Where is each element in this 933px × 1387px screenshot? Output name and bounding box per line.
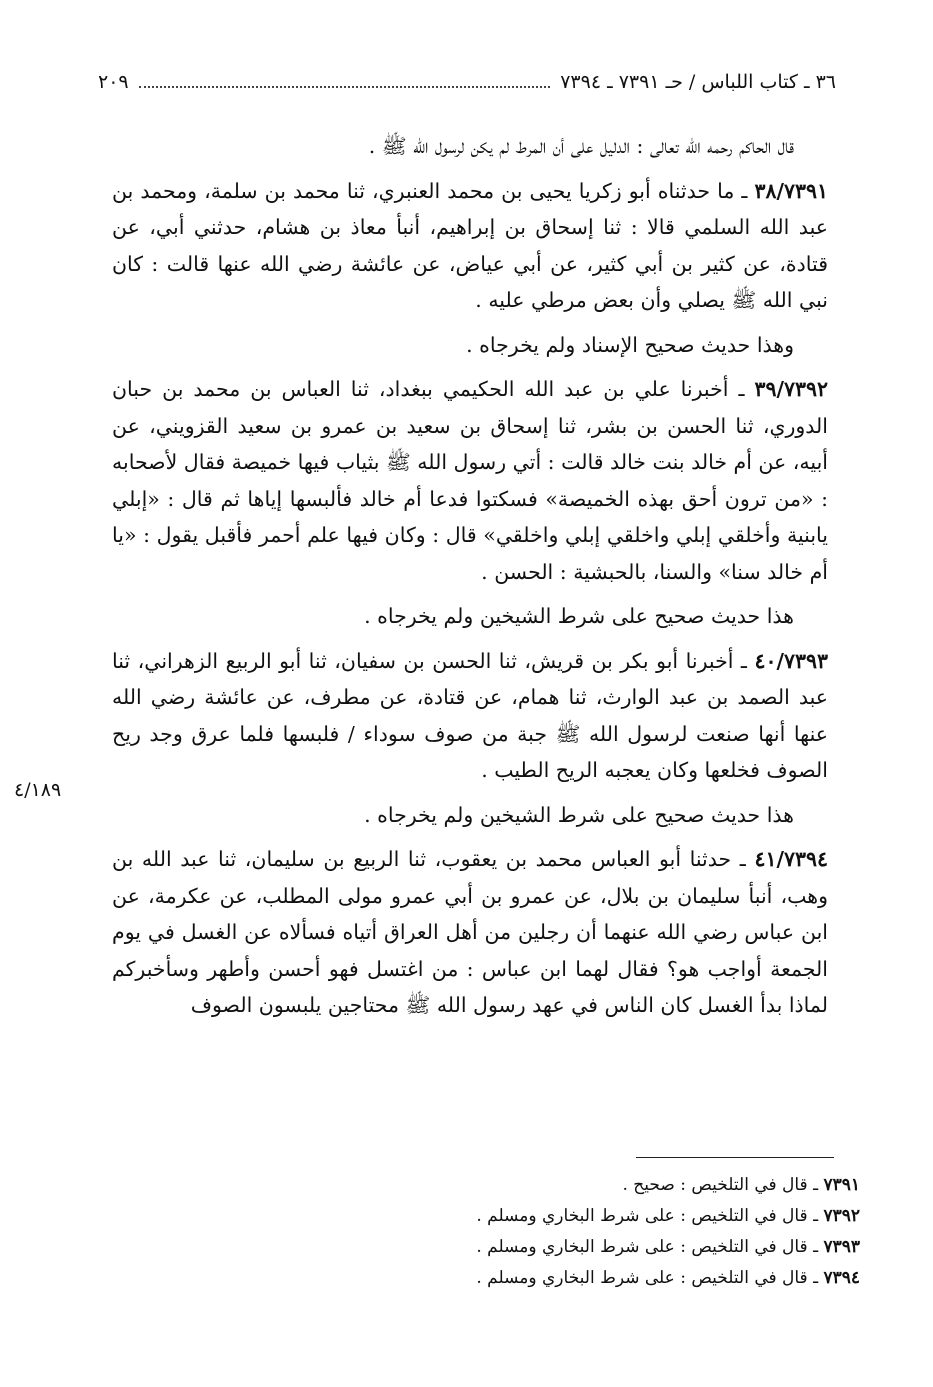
hadith-number: ٣٩/٧٣٩٢ <box>754 377 828 401</box>
margin-page-reference: ٤/١٨٩ <box>14 779 62 801</box>
grading-note <box>112 797 828 834</box>
dotted-leader <box>139 72 551 88</box>
hadith-7391 <box>112 173 828 319</box>
footnote <box>300 1170 860 1201</box>
hadith-text: ـ حدثنا أبو العباس محمد بن يعقوب، ثنا الربيع بن سليمان، ثنا عبد الله بن وهب، أنبأ سليمان بن بلال، عن عمرو بن أبي عمرو مولى المطلب، عن عكرمة، عن ابن عباس رضي الله عنهما أن رجلين من أهل العراق أتياه فسألاه عن الغسل في يوم الجمعة أواجب هو؟ فقال لهما ابن عباس : من اغتسل فهو أحسن وأطهر وسأخبركم لماذا بدأ الغسل كان الناس في عهد رسول الله ﷺ محتاجين يلبسون الصوف <box>112 847 828 1017</box>
paragraph-text: وهذا حديث صحيح الإسناد ولم يخرجاه . <box>466 332 794 357</box>
footnote <box>300 1263 860 1294</box>
page-header <box>98 68 836 96</box>
grading-note <box>112 327 828 364</box>
paragraph-intro <box>112 128 828 165</box>
hadith-text: ـ أخبرنا علي بن عبد الله الحكيمي ببغداد، ثنا العباس بن محمد بن حبان الدوري، ثنا الحسن بن بشر، ثنا إسحاق بن سعيد بن عمرو بن سعيد القزويني، عن أبيه، عن أم خالد بنت خالد قالت : أتي رسول الله ﷺ بثياب فيها خميصة فقال لأصحابه : «من ترون أحق بهذه الخميصة» فسكتوا فدعا أم خالد فألبسها إياها ثم قال : «إبلي يابنية وأخلقي إبلي واخلقي إبلي واخلقي» قال : وكان فيها علم أحمر فأقبل يقول : «يا أم خالد سنا» والسنا، بالحبشية : الحسن . <box>112 377 828 584</box>
footnote <box>300 1232 860 1263</box>
paragraph-text: هذا حديث صحيح على شرط الشيخين ولم يخرجاه . <box>364 802 794 827</box>
hadith-7394 <box>112 841 828 1024</box>
main-text <box>112 128 828 1032</box>
footnote-text: ـ قال في التلخيص : على شرط البخاري ومسلم . <box>476 1268 824 1288</box>
footnote-number: ٧٣٩١ <box>823 1175 860 1195</box>
hadith-number: ٣٨/٧٣٩١ <box>754 178 828 203</box>
paragraph-text: قال الحاكم رحمه الله تعالى : الدليل على أن المرط لم يكن لرسول الله ﷺ . <box>368 134 794 158</box>
footnote-text: ـ قال في التلخيص : على شرط البخاري ومسلم . <box>476 1237 824 1257</box>
hadith-number: ٤٠/٧٣٩٣ <box>754 648 828 673</box>
hadith-7392 <box>112 371 828 590</box>
grading-note <box>112 598 828 635</box>
hadith-7393 <box>112 643 828 789</box>
footnotes <box>300 1170 860 1294</box>
running-title: ٣٦ ـ كتاب اللباس / حـ ٧٣٩١ ـ ٧٣٩٤ <box>560 71 836 93</box>
hadith-text: ـ ما حدثناه أبو زكريا يحيى بن محمد العنبري، ثنا محمد بن سلمة، ومحمد بن عبد الله السلمي قالا : ثنا إسحاق بن إبراهيم، أنبأ معاذ بن هشام، حدثني أبي، عن قتادة، عن كثير بن أبي كثير، عن أبي عياض، عن عائشة رضي الله عنها قالت : كان نبي الله ﷺ يصلي وأن بعض مرطي عليه . <box>112 178 828 312</box>
footnote <box>300 1201 860 1232</box>
hadith-text: ـ أخبرنا أبو بكر بن قريش، ثنا الحسن بن سفيان، ثنا أبو الربيع الزهراني، ثنا عبد الصمد بن عبد الوارث، ثنا همام، عن قتادة، عن مطرف، عن عائشة رضي الله عنها أنها صنعت لرسول الله ﷺ جبة من صوف سوداء / فلبسها فلما عرق وجد ريح الصوف فخلعها وكان يعجبه الريح الطيب . <box>112 648 828 782</box>
footnote-number: ٧٣٩٤ <box>823 1268 860 1288</box>
footnote-divider <box>636 1157 834 1158</box>
page-number: ٢٠٩ <box>98 71 129 93</box>
paragraph-text: هذا حديث صحيح على شرط الشيخين ولم يخرجاه . <box>364 604 794 628</box>
footnote-number: ٧٣٩٢ <box>823 1206 860 1226</box>
footnote-number: ٧٣٩٣ <box>823 1237 860 1257</box>
footnote-text: ـ قال في التلخيص : صحيح . <box>622 1175 824 1195</box>
footnote-text: ـ قال في التلخيص : على شرط البخاري ومسلم . <box>476 1206 824 1226</box>
hadith-number: ٤١/٧٣٩٤ <box>754 847 828 871</box>
